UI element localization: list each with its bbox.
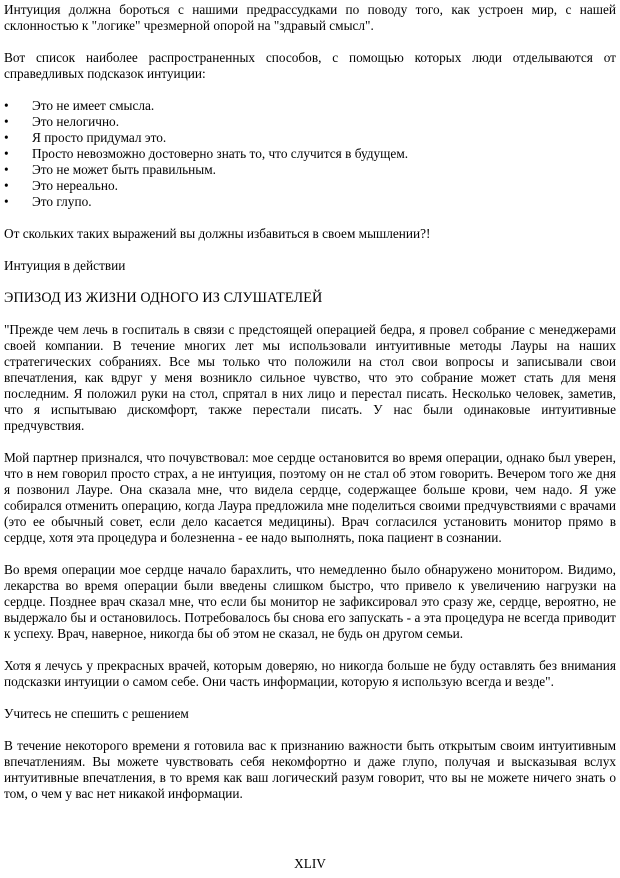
bullet-icon: • xyxy=(4,194,9,209)
section2-title: Учитесь не спешить с решением xyxy=(4,706,189,721)
story-paragraph: "Прежде чем лечь в госпиталь в связи с предстоящей операцией бедра, я провел собрание с менеджерами своей компании. В течение многих лет мы использовали интуитивные методы Лауры на наших стратегических собраниях. Все мы только что положили на стол свои вопросы и записывали свои впечатления, как вдруг у меня возникло сильное чувство, что это собрание может стать для меня последним. Я положил руки на стол, спрятал в них лицо и перестал писать. Несколько человек, заметив, что я испытываю дискомфорт, также перестали писать. У нас были одинаковые интуитивные предчувствия. xyxy=(4,322,616,433)
page-body xyxy=(4,2,616,802)
list-item-text: Это нереально. xyxy=(32,178,118,193)
list-item-text: Я просто придумал это. xyxy=(32,130,167,145)
bullet-icon: • xyxy=(4,98,9,113)
bullet-icon: • xyxy=(4,178,9,193)
list-item xyxy=(4,162,616,178)
bullet-icon: • xyxy=(4,114,9,129)
excuse-list xyxy=(4,98,616,210)
list-item xyxy=(4,194,616,210)
story-paragraph: Мой партнер признался, что почувствовал: мое сердце остановится во время операции, однако был уверен, что в нем говорил просто страх, а не интуиция, поэтому он не стал об этом говорить. Вечером того же дня я позвонил Лауре. Она сказала мне, что видела сердце, содержащее больше крови, чем надо. Я уже собирался отменить операцию, когда Лаура предложила мне поделиться своими предчувствиями с врачами (это ее обычный совет, если дело касается медицины). Врач согласился установить монитор прямо в сердце, хотя эта процедура и болезненна - ее надо выполнять, пока пациент в сознании. xyxy=(4,450,616,545)
list-item xyxy=(4,98,616,114)
bullet-icon: • xyxy=(4,146,9,161)
list-item xyxy=(4,114,616,130)
episode-heading: ЭПИЗОД ИЗ ЖИЗНИ ОДНОГО ИЗ СЛУШАТЕЛЕЙ xyxy=(4,290,323,306)
intro-paragraph: Интуиция должна бороться с нашими предрассудками по поводу того, как устроен мир, с нашей склонностью к "логике" чрезмерной опорой на "здравый смысл". xyxy=(4,2,616,33)
list-item xyxy=(4,130,616,146)
story-paragraph: Во время операции мое сердце начало барахлить, что немедленно было обнаружено монитором. Видимо, лекарства во время операции были введены слишком быстро, что привело к увеличению нагрузки на сердце. Позднее врач сказал мне, что если бы монитор не зафиксировал это сразу же, сердце, вероятно, не выдержало бы и остановилось. Потребовалось бы снова его запускать - а эта процедура не всегда приводит к успеху. Врач, наверное, никогда бы об этом не сказал, не будь он другом семьи. xyxy=(4,562,616,641)
list-item xyxy=(4,146,616,162)
page-number: XLIV xyxy=(294,856,326,871)
bullet-icon: • xyxy=(4,162,9,177)
list-item-text: Просто невозможно достоверно знать то, что случится в будущем. xyxy=(32,146,409,161)
story-paragraph: Хотя я лечусь у прекрасных врачей, которым доверяю, но никогда больше не буду оставлять без внимания подсказки интуиции о самом себе. Они часть информации, которую я использую всегда и везде". xyxy=(4,658,616,689)
list-item-text: Это не может быть правильным. xyxy=(32,162,216,177)
list-item-text: Это глупо. xyxy=(32,194,92,209)
question-paragraph: От скольких таких выражений вы должны избавиться в своем мышлении?! xyxy=(4,226,431,241)
section-title: Интуиция в действии xyxy=(4,258,126,273)
bullet-icon: • xyxy=(4,130,9,145)
list-item-text: Это не имеет смысла. xyxy=(32,98,155,113)
list-intro-paragraph: Вот список наиболее распространенных способов, с помощью которых люди отделываются от справедливых подсказок интуиции: xyxy=(4,50,616,81)
closing-paragraph: В течение некоторого времени я готовила вас к признанию важности быть открытым своим интуитивным впечатлениям. Вы можете чувствовать себя некомфортно и даже глупо, получая и высказывая вслух интуитивные впечатления, в то время как ваш логический разум говорит, что вы не можете ничего знать о том, о чем у вас нет никакой информации. xyxy=(4,738,616,801)
list-item-text: Это нелогично. xyxy=(32,114,120,129)
list-item xyxy=(4,178,616,194)
